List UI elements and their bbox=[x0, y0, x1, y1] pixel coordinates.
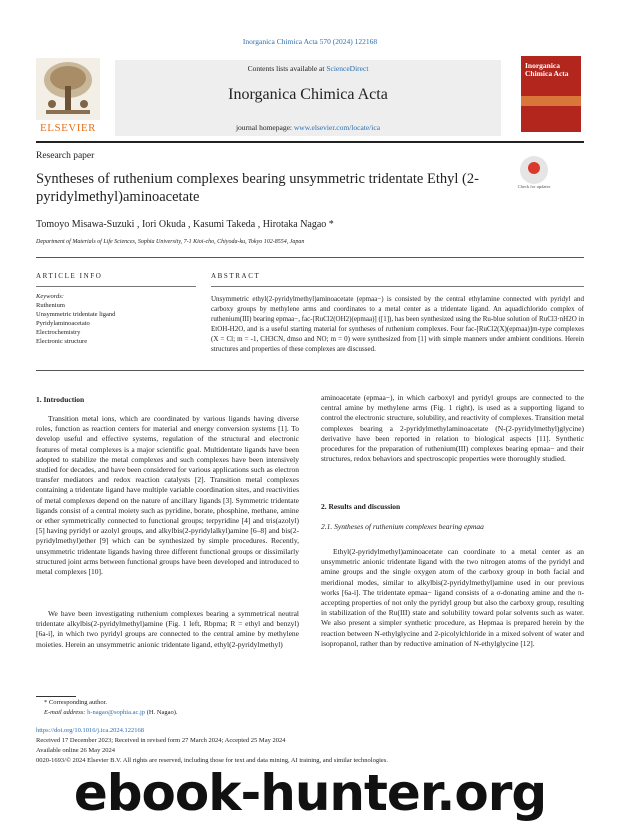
online-date: Available online 26 May 2024 bbox=[36, 747, 115, 754]
email-line bbox=[44, 709, 178, 716]
abstract-bottom-divider bbox=[36, 370, 584, 371]
contents-line bbox=[115, 64, 501, 73]
keyword-item: Ruthenium bbox=[36, 302, 65, 309]
keyword-item: Electronic structure bbox=[36, 338, 88, 345]
email-name: (H. Nagao). bbox=[146, 709, 178, 716]
keyword-item: Electrochemistry bbox=[36, 329, 81, 336]
article-type: Research paper bbox=[36, 151, 95, 161]
doi-link[interactable]: https://doi.org/10.1016/j.ica.2024.122168 bbox=[36, 727, 145, 734]
journal-title: Inorganica Chimica Acta bbox=[228, 86, 388, 103]
affiliation-divider bbox=[36, 257, 584, 258]
results-heading: 2. Results and discussion bbox=[321, 502, 401, 511]
email-link[interactable]: h-nagao@sophia.ac.jp bbox=[87, 709, 146, 716]
corresponding-author-note bbox=[44, 699, 107, 706]
corresponding-label: Corresponding author. bbox=[48, 699, 108, 706]
asterisk-marker: * bbox=[44, 699, 49, 706]
info-divider bbox=[36, 286, 196, 287]
copyright-line: 0020-1693/© 2024 Elsevier B.V. All rights are reserved, including those for text and data mining, AI training, and similar technologies. bbox=[36, 757, 388, 764]
journal-cover-title: Inorganica Chimica Acta bbox=[525, 61, 569, 78]
watermark-text: ebook-hunter.org bbox=[73, 764, 547, 822]
keyword-item: Pyridylaminoacetato bbox=[36, 320, 90, 327]
elsevier-tree-logo bbox=[36, 58, 100, 132]
article-title: Syntheses of ruthenium complexes bearing unsymmetric tridentate Ethyl (2-pyridylmethyl)aminoacetate bbox=[36, 171, 479, 205]
footnote-divider bbox=[36, 696, 76, 697]
abstract-text: Unsymmetric ethyl(2-pyridylmethyl)aminoacetate (epmaa−) is consisted by the central ethylamine connected with pyridyl and carboxy groups by methylene arms and coordinates to a metal center as a tridentate ligand. An aquadichlorido complex of ruthenium(III) bearing epmaa−, fac-[RuCl2(OH2)(epmaa)] ([1]), has been synthesized using the Ru-blue solution of RuCl3·nH2O in EtOH-H2O, and is a useful starting material for syntheses of ruthenium complexes. Four fac-[RuCl2(X)(epmaa)]m-type complexes (X = Cl; m = -1, CH3CN, dmso and NO; m = 0) were synthesized from [1] with simple manners under ambient conditions. Herein structures and properties of these complexes are discussed. bbox=[211, 295, 584, 353]
journal-cover-strip bbox=[521, 96, 581, 106]
email-label: E-mail address: bbox=[44, 709, 86, 716]
keyword-item: Unsymmetric tridentate ligand bbox=[36, 311, 116, 318]
abstract-label: ABSTRACT bbox=[211, 272, 261, 280]
author-list[interactable]: Tomoyo Misawa-Suzuki , Iori Okuda , Kasumi Takeda , Hirotaka Nagao * bbox=[36, 219, 334, 230]
introduction-heading: 1. Introduction bbox=[36, 395, 85, 404]
keywords-label: Keywords: bbox=[36, 293, 64, 300]
results-paragraph: Ethyl(2-pyridylmethyl)aminoacetate can coordinate to a metal center as an unsymmetric anionic tridentate ligand with the two nitrogen atoms of the pyridyl and amine groups and the single oxygen atom of the carboxy group in both facial and meridional modes, similar to alkylbis(2-pyridylmethyl)amine used in our previous works [6a-i]. The tridentate epmaa− ligand consists of a σ-donating amine and the π-accepting properties of not only the pyridyl group but also the carboxy group, resulting in stabilization of the Ru(III) state and solubility toward polar solvents such as water. We also present a simpler synthetic procedure, as Hepmaa is prepared herein by the reaction between N-ethylglycine and 2-picolylchloride in a mixed solvent of water and isopropanol, rather than by reductive amination of N-ethylglycine [12]. bbox=[321, 547, 584, 648]
introduction-paragraph-2: We have been investigating ruthenium complexes bearing a symmetrical neutral tridentate alkylbis(2-pyridylmethyl)amine (Fig. 1 left, Rbpma; R = ethyl and benzyl) [6a-i], in which two pyridyl groups are connected to the central amine by methylene moieties. Herein an unsymmetric anionic tridentate ligand, ethyl(2-pyridylmethyl) bbox=[36, 609, 299, 649]
homepage-line bbox=[115, 123, 501, 132]
contents-prefix: Contents lists available at bbox=[247, 64, 325, 73]
homepage-prefix: journal homepage: bbox=[235, 123, 292, 132]
publisher-name: ELSEVIER bbox=[40, 122, 96, 134]
check-updates-icon bbox=[528, 162, 540, 174]
introduction-paragraph-1: Transition metal ions, which are coordinated by various ligands having diverse roles, function as reaction centers for material and energy conversion systems [1]. To develop useful and effective systems, regulation of the structural and electronic features of metal complexes is a major scientific goal. Multidentate ligands have been adopted to stabilize the metal complexes and such complexes have been intensively studied for decades, and have been considered for various applications such as electron transfer mediators and redox reaction catalysts [2]. Transition metal complexes containing a tridentate ligand have multiple variable coordination sites, and reactivities of metal complexes depend on the nature of ancillary ligands [3]. Symmetric tridentate ligands consist of a central moiety such as pyridine, borate, phosphine, methane, amine or ether symmetrically connected to functional groups; terpyridine [4] and tris(azolyl) [5] having pyridyl or azolyl groups, and alkylbis(2-pyridylalkyl)amine [6–8] and bis(2-pyridylmethyl)ether [9] which can be synthesized by simple procedures. Recently, unsymmetric tridentate ligands having three different functional groups or dissimilarly structured joint arms between functional groups have been developed and introduced to metal complexes [10]. bbox=[36, 414, 299, 577]
subsection-heading: 2.1. Syntheses of ruthenium complexes bearing epmaa bbox=[321, 522, 484, 531]
homepage-link[interactable]: www.elsevier.com/locate/ica bbox=[293, 123, 381, 132]
header-divider bbox=[36, 141, 584, 143]
affiliation: Department of Materials of Life Sciences, Sophia University, 7-1 Kioi-cho, Chiyoda-ku, Tokyo 102-8554, Japan bbox=[36, 239, 305, 245]
journal-citation[interactable]: Inorganica Chimica Acta 570 (2024) 122168 bbox=[242, 37, 378, 46]
right-column-paragraph-1: aminoacetate (epmaa−), in which carboxyl and pyridyl groups are connected to the central amine by methylene arms (Fig. 1 right), is used as a supporting ligand to control the electronic structure, solubility, and reactivity of complexes. Transition metal complexes bearing a 2-pyridylmethylaminoacetate (N-(2-pyridylmethyl)glycine) derivative have been reported in relation to biological aspects [11]. Synthetic procedures for the preparation of ruthenium(III) complexes bearing epmaa− and their structures, redox behaviors and spectroscopic properties were thoroughly studied. bbox=[321, 393, 584, 464]
abstract-divider bbox=[211, 286, 584, 287]
article-info-label: ARTICLE INFO bbox=[36, 272, 103, 280]
sciencedirect-link[interactable]: ScienceDirect bbox=[326, 64, 369, 73]
received-dates: Received 17 December 2023; Received in revised form 27 March 2024; Accepted 25 May 2024 bbox=[36, 737, 286, 744]
check-updates-label: Check for updates bbox=[517, 184, 551, 189]
